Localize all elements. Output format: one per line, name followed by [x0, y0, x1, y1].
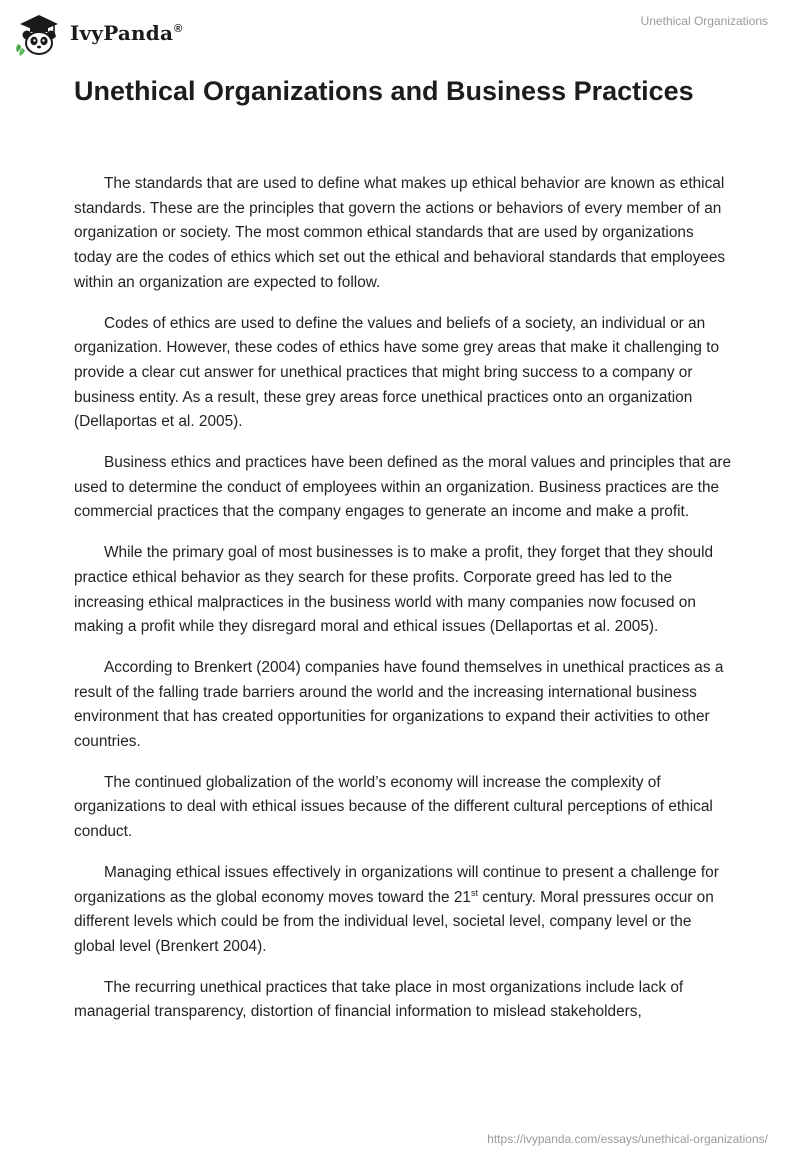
paragraph-6: The continued globalization of the world’s economy will increase the complexity of organizations to deal with ethical issues because of the different cultural perceptions of ethical conduct.	[74, 773, 713, 841]
panda-graduation-cap-icon	[14, 8, 64, 58]
ivypanda-logo[interactable]	[14, 8, 182, 58]
document-body	[74, 172, 734, 1041]
paragraph-2: Codes of ethics are used to define the values and beliefs of a society, an individual or an organization. However, these codes of ethics have some grey areas that make it challenging to provide a clear cut answer for unethical practices that might bring success to a company or business entity. As a result, these grey areas force unethical practices onto an organization (Dellaportas et al. 2005).	[74, 314, 720, 431]
source-url[interactable]: https://ivypanda.com/essays/unethical-organizations/	[487, 1132, 768, 1146]
paragraph-8: The recurring unethical practices that take place in most organizations include lack of managerial transparency, distortion of financial information to mislead stakeholders,	[74, 978, 684, 1021]
paragraph-3: Business ethics and practices have been defined as the moral values and principles that are used to determine the conduct of employees within an organization. Business practices are the commercial practices that the company engages to generate an income and make a profit.	[74, 454, 732, 521]
page-header	[0, 0, 800, 60]
paragraph-5: According to Brenkert (2004) companies have found themselves in unethical practices as a result of the falling trade barriers around the world and the increasing international business environment that has created opportunities for organizations to expand their activities to other countries.	[74, 658, 724, 751]
running-title: Unethical Organizations	[640, 14, 768, 28]
paragraph-7-text-a: Managing ethical issues effectively in organizations will continue to present a challenge for organizations as the global economy moves toward the 21	[74, 863, 719, 906]
ordinal-suffix: st	[470, 887, 478, 898]
brand-name: IvyPanda®	[70, 21, 183, 45]
paragraph-4: While the primary goal of most businesses is to make a profit, they forget that they should practice ethical behavior as they search for these profits. Corporate greed has led to the increasing ethical malpractices in the business world with many companies now focused on making a profit while they disregard moral and ethical issues (Dellaportas et al. 2005).	[74, 544, 714, 636]
document-title: Unethical Organizations and Business Practices	[74, 76, 694, 106]
paragraph-7	[74, 861, 734, 960]
paragraph-1: The standards that are used to define what makes up ethical behavior are known as ethical standards. These are the principles that govern the actions or behaviors of every member of an organization or society. The most common ethical standards that are used by organizations today are the codes of ethics which set out the ethical and behavioral standards that employees within an organization are expected to follow.	[74, 175, 726, 291]
paragraph-7-text-b: century. Moral pressures occur on different levels which could be from the individual level, societal level, company level or the global level (Brenkert 2004).	[74, 888, 714, 955]
registered-mark: ®	[174, 23, 183, 36]
